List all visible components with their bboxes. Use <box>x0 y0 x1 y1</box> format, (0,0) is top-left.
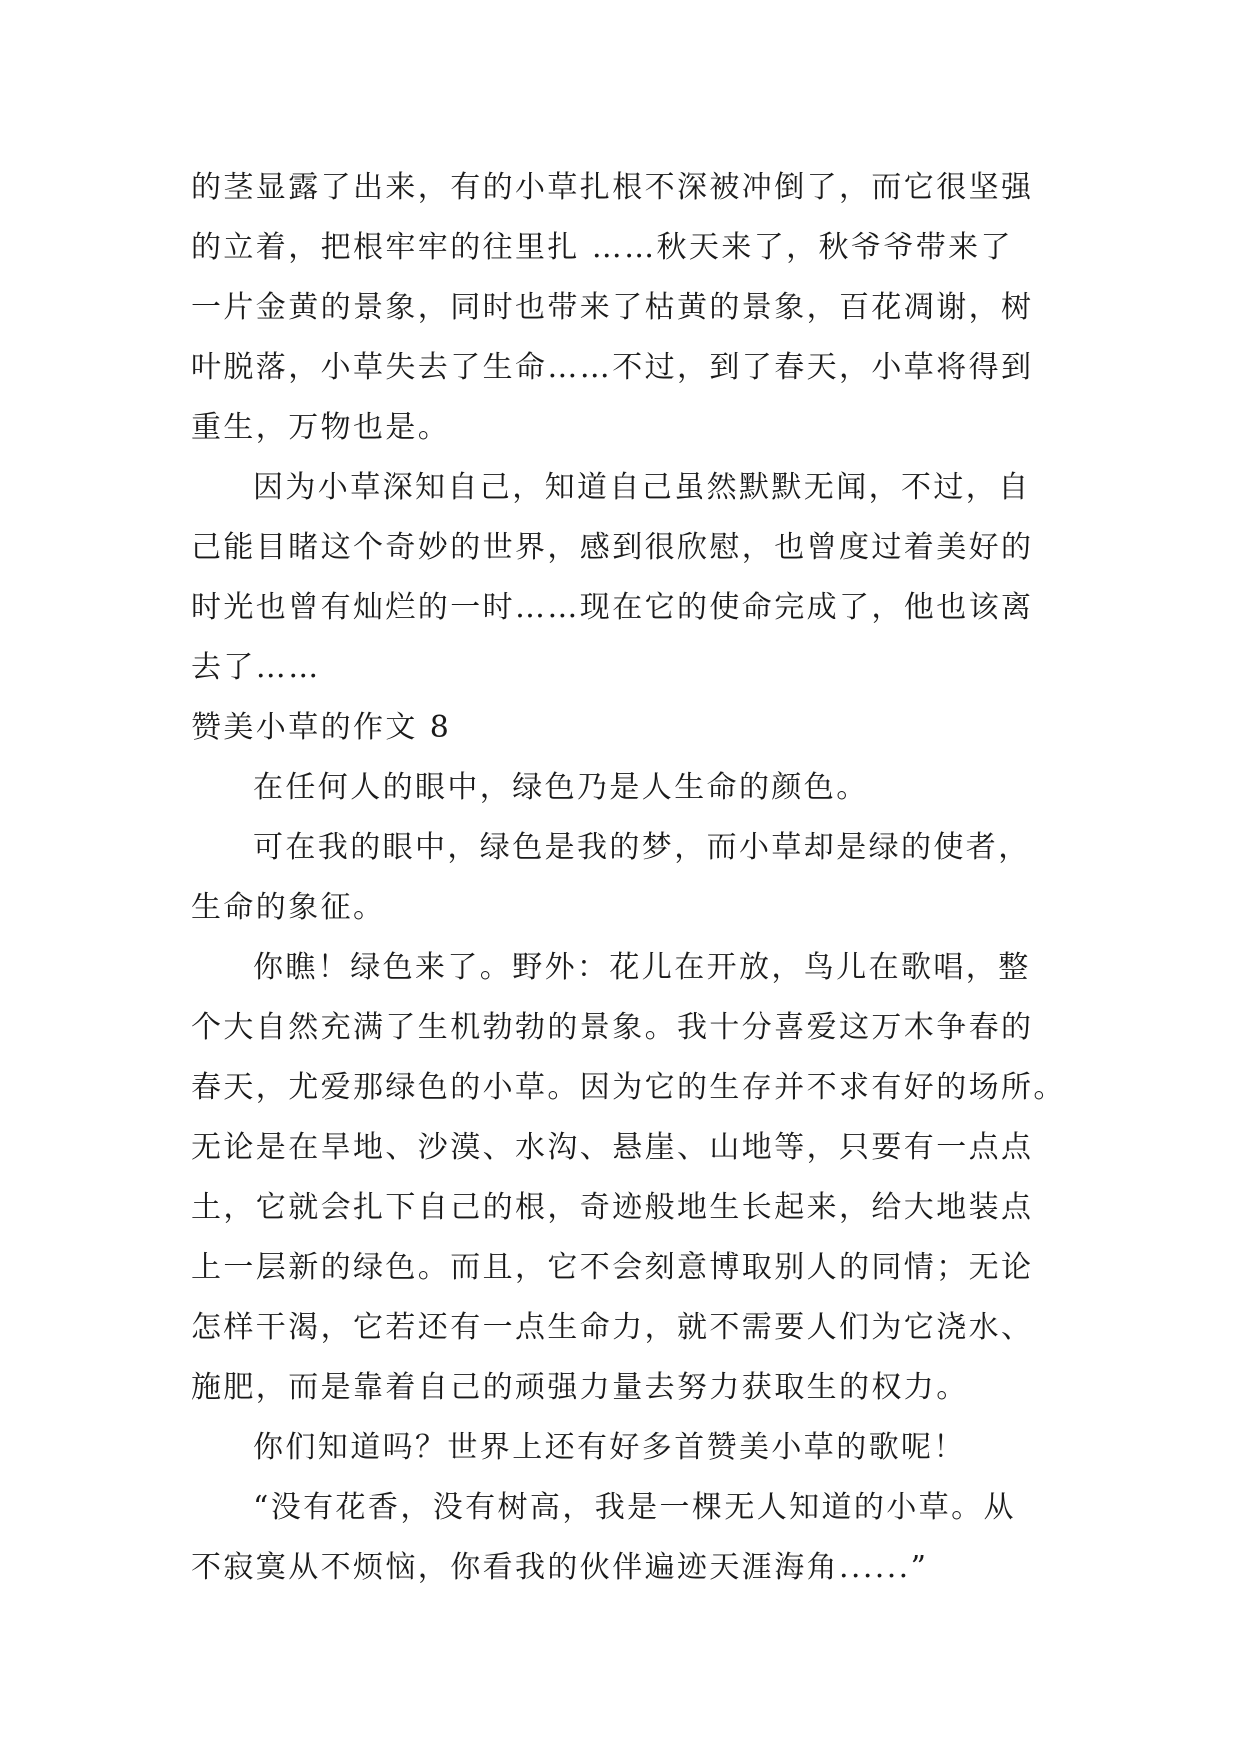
text-line: 时光也曾有灿烂的一时……现在它的使命完成了，他也该离 <box>191 590 1034 625</box>
text-line: 施肥，而是靠着自己的顽强力量去努力获取生的权力。 <box>191 1370 969 1405</box>
paragraph-first-line: 你瞧！绿色来了。野外：花儿在开放，鸟儿在歌唱，整 <box>253 950 1031 985</box>
document-body <box>191 158 1066 1598</box>
paragraph-first-line: 在任何人的眼中，绿色乃是人生命的颜色。 <box>253 770 869 805</box>
section-heading: 赞美小草的作文 8 <box>191 710 452 745</box>
paragraph-first-line: “没有花香，没有树高，我是一棵无人知道的小草。从 <box>253 1490 1016 1525</box>
text-line: 生命的象征。 <box>191 890 386 925</box>
text-line: 土，它就会扎下自己的根，奇迹般地生长起来，给大地装点 <box>191 1190 1034 1225</box>
paragraph-first-line: 可在我的眼中，绿色是我的梦，而小草却是绿的使者， <box>253 830 1031 865</box>
text-line: 春天，尤爱那绿色的小草。因为它的生存并不求有好的场所。 <box>191 1070 1066 1105</box>
text-line: 上一层新的绿色。而且，它不会刻意博取别人的同情；无论 <box>191 1250 1034 1285</box>
text-line: 无论是在旱地、沙漠、水沟、悬崖、山地等，只要有一点点 <box>191 1130 1034 1165</box>
text-line: 己能目睹这个奇妙的世界，感到很欣慰，也曾度过着美好的 <box>191 530 1034 565</box>
text-line: 叶脱落，小草失去了生命……不过，到了春天，小草将得到 <box>191 350 1034 385</box>
text-line: 的茎显露了出来，有的小草扎根不深被冲倒了，而它很坚强 <box>191 170 1034 205</box>
text-line: 怎样干渴，它若还有一点生命力，就不需要人们为它浇水、 <box>191 1310 1034 1345</box>
paragraph-first-line: 你们知道吗？世界上还有好多首赞美小草的歌呢！ <box>253 1430 966 1465</box>
paragraph-first-line: 因为小草深知自己，知道自己虽然默默无闻，不过，自 <box>253 470 1031 505</box>
text-line: 不寂寞从不烦恼，你看我的伙伴遍迹天涯海角......” <box>191 1550 929 1585</box>
text-line: 一片金黄的景象，同时也带来了枯黄的景象，百花凋谢，树 <box>191 290 1034 325</box>
text-line: 的立着，把根牢牢的往里扎 ……秋天来了，秋爷爷带来了 <box>191 230 1013 265</box>
text-line: 重生，万物也是。 <box>191 410 451 445</box>
text-line: 去了…… <box>191 650 321 685</box>
text-line: 个大自然充满了生机勃勃的景象。我十分喜爱这万木争春的 <box>191 1010 1034 1045</box>
